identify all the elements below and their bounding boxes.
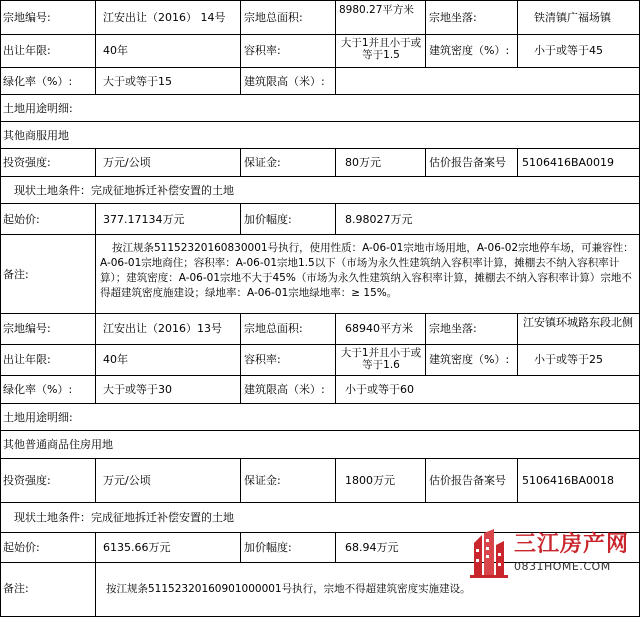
- parcel-location-label: 宗地坐落:: [429, 11, 477, 24]
- transfer-term-label: 出让年限:: [3, 353, 51, 366]
- col-divider: [240, 458, 241, 502]
- col-divider: [425, 313, 426, 375]
- col-divider: [95, 458, 96, 502]
- appraisal-no-value: 5106416BA0019: [522, 156, 615, 169]
- row-divider: [0, 344, 640, 345]
- appraisal-no-value: 5106416BA0018: [522, 474, 615, 487]
- deposit-label: 保证金:: [244, 156, 281, 169]
- row-divider: [0, 203, 640, 204]
- col-divider: [335, 458, 336, 502]
- col-divider: [240, 148, 241, 176]
- col-divider: [240, 0, 241, 94]
- land-use-label: 土地用途明细:: [3, 102, 73, 115]
- row-divider: [0, 94, 640, 95]
- col-divider: [95, 313, 96, 403]
- transfer-term-label: 出让年限:: [3, 44, 51, 57]
- density-label: 建筑密度（%）:: [429, 44, 510, 57]
- col-divider: [95, 148, 96, 176]
- col-divider: [240, 203, 241, 234]
- deposit-value: 1800万元: [345, 474, 395, 487]
- density-value: 小于或等于45: [534, 44, 603, 57]
- parcel-code-label: 宗地编号:: [3, 11, 51, 24]
- density-label: 建筑密度（%）:: [429, 353, 510, 366]
- brand-url: 0831HOME.COM: [514, 560, 611, 573]
- row-divider: [0, 234, 640, 235]
- appraisal-no-label: 估价报告备案号: [429, 156, 506, 169]
- green-rate-label: 绿化率（%）:: [3, 383, 73, 396]
- green-rate-value: 大于或等于15: [103, 75, 172, 88]
- parcel-location-value: 铁清镇广福场镇: [534, 11, 611, 24]
- parcel-area-label: 宗地总面积:: [244, 11, 303, 24]
- row-divider: [0, 502, 640, 503]
- parcel-area-value: 68940平方米: [345, 322, 413, 335]
- row-divider: [0, 176, 640, 177]
- parcel-area-label: 宗地总面积:: [244, 322, 303, 335]
- height-limit-label: 建筑限高（米）:: [244, 75, 325, 88]
- site-watermark: [470, 527, 640, 582]
- far-value: 大于1并且小于或等于1.5: [340, 37, 422, 61]
- col-divider: [517, 313, 518, 375]
- row-divider: [0, 313, 640, 314]
- brand-name: 三江房产网: [514, 532, 630, 557]
- remark-label: 备注:: [3, 582, 29, 595]
- green-rate-label: 绿化率（%）:: [3, 75, 73, 88]
- row-divider: [0, 67, 640, 68]
- col-divider: [335, 0, 336, 94]
- land-use-value: 其他普通商品住房用地: [3, 438, 113, 451]
- col-divider: [240, 532, 241, 562]
- row-divider: [0, 34, 640, 35]
- start-price-label: 起始价:: [3, 541, 40, 554]
- deposit-label: 保证金:: [244, 474, 281, 487]
- col-divider: [425, 458, 426, 502]
- increment-label: 加价幅度:: [244, 541, 292, 554]
- remark-label: 备注:: [3, 268, 29, 281]
- col-divider: [335, 148, 336, 176]
- height-limit-label: 建筑限高（米）:: [244, 383, 325, 396]
- deposit-value: 80万元: [345, 156, 381, 169]
- row-divider: [0, 458, 640, 459]
- increment-label: 加价幅度:: [244, 213, 292, 226]
- building-logo-icon: [470, 529, 510, 579]
- height-limit-value: 小于或等于60: [345, 383, 414, 396]
- parcel-area-value: 8980.27平方米: [339, 4, 414, 16]
- transfer-term-value: 40年: [103, 44, 128, 57]
- col-divider: [425, 0, 426, 67]
- start-price-value: 377.17134万元: [103, 213, 185, 226]
- far-label: 容积率:: [244, 353, 281, 366]
- col-divider: [517, 458, 518, 502]
- col-divider: [517, 148, 518, 176]
- transfer-term-value: 40年: [103, 353, 128, 366]
- table-border-left: [0, 0, 1, 617]
- col-divider: [335, 532, 336, 562]
- density-value: 小于或等于25: [534, 353, 603, 366]
- land-condition: 现状土地条件：完成征地拆迁补偿安置的土地: [14, 511, 234, 524]
- start-price-value: 6135.66万元: [103, 541, 171, 554]
- row-divider: [0, 430, 640, 431]
- increment-value: 68.94万元: [345, 541, 399, 554]
- green-rate-value: 大于或等于30: [103, 383, 172, 396]
- table-border-top: [0, 0, 640, 1]
- invest-intensity-value: 万元/公顷: [103, 474, 151, 487]
- land-use-label: 土地用途明细:: [3, 411, 73, 424]
- col-divider: [95, 203, 96, 313]
- col-divider: [335, 203, 336, 234]
- parcel-location-label: 宗地坐落:: [429, 322, 477, 335]
- far-value: 大于1并且小于或等于1.6: [340, 347, 422, 371]
- parcel-code-value: 江安出让（2016）13号: [103, 322, 222, 335]
- land-condition: 现状土地条件：完成征地拆迁补偿安置的土地: [14, 184, 234, 197]
- parcel-code-value: 江安出让（2016） 14号: [103, 11, 226, 24]
- row-divider: [0, 121, 640, 122]
- start-price-label: 起始价:: [3, 213, 40, 226]
- invest-intensity-label: 投资强度:: [3, 474, 51, 487]
- col-divider: [335, 313, 336, 403]
- remark-value: 按江规条51152320160830001号执行，使用性质：A-06-01宗地市场用地，A-06-02宗地停车场，可兼容性：A-06-01宗地商住；容积率：A-06-01宗地1.5以下（市场为永久性建筑纳入容积率计算，摊棚去不纳入容积率计算）；建筑密度：A-06-01宗地不大于45%（市场为永久性建筑纳入容积率计算，摊棚去不纳入容积率计算）宗地不得超建筑密度施建设；绿地率：A-06-01宗地绿地率：≥ 15%。: [100, 242, 634, 299]
- row-divider: [0, 403, 640, 404]
- col-divider: [240, 313, 241, 403]
- parcel-location-value: 江安镇环城路东段北侧: [523, 316, 633, 329]
- col-divider: [425, 148, 426, 176]
- land-use-value: 其他商服用地: [3, 129, 69, 142]
- row-divider: [0, 375, 640, 376]
- parcel-code-label: 宗地编号:: [3, 322, 51, 335]
- far-label: 容积率:: [244, 44, 281, 57]
- invest-intensity-value: 万元/公顷: [103, 156, 151, 169]
- col-divider: [95, 0, 96, 94]
- remark-value: 按江规条51152320160901000001号执行，宗地不得超建筑密度实施建设。: [106, 583, 471, 595]
- increment-value: 8.98027万元: [345, 213, 413, 226]
- row-divider: [0, 148, 640, 149]
- appraisal-no-label: 估价报告备案号: [429, 474, 506, 487]
- col-divider: [517, 0, 518, 67]
- invest-intensity-label: 投资强度:: [3, 156, 51, 169]
- col-divider: [95, 532, 96, 617]
